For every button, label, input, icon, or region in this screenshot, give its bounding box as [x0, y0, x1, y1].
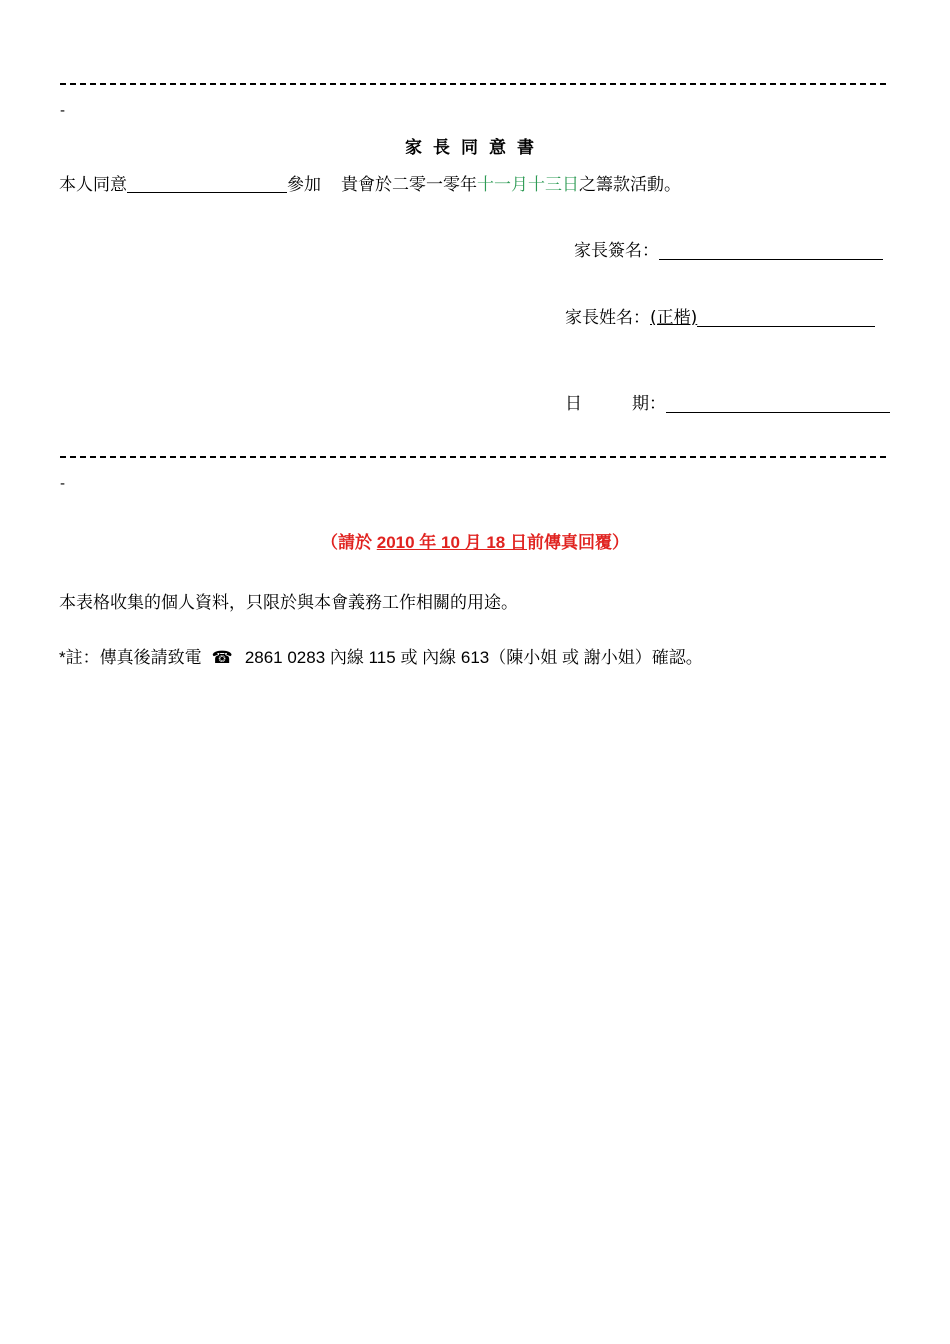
date-label-right: 期： [632, 394, 666, 414]
date-field[interactable] [666, 394, 890, 413]
consent-mid: 參加 [287, 175, 321, 195]
consent-event-text: 貴會於二零一零年 [341, 175, 477, 195]
parent-signature-row [574, 236, 883, 261]
consent-prefix: 本人同意 [59, 175, 127, 195]
footnote [59, 643, 703, 668]
notice-open-paren: （ [321, 533, 338, 552]
bottom-divider-tail: - [60, 476, 66, 492]
privacy-statement: 本表格收集的個人資料，只限於與本會義務工作相關的用途。 [59, 593, 518, 613]
date-label-left: 日 [565, 394, 582, 414]
date-row [565, 389, 890, 414]
parent-signature-field[interactable] [659, 241, 883, 260]
event-date-highlight: 十一月十三日 [477, 175, 579, 195]
parent-name-row [565, 303, 875, 328]
footnote-text: 2861 0283 內線 115 或 內線 613（陳小姐 或 謝小姐）確認。 [244, 648, 703, 667]
bottom-divider [60, 456, 886, 458]
parent-signature-label: 家長簽名： [574, 241, 659, 261]
telephone-icon: ☎ [211, 648, 233, 667]
notice-prefix: 請於 [338, 533, 377, 552]
notice-close-paren: ） [612, 533, 629, 552]
parent-name-hint: (正楷) [650, 308, 698, 328]
fax-deadline-notice [0, 528, 950, 553]
footnote-prefix: *註：傳真後請致電 [59, 648, 202, 667]
parent-name-field[interactable] [697, 308, 875, 327]
consent-sentence [59, 170, 681, 195]
parent-name-label: 家長姓名： [565, 308, 650, 328]
form-title: 家長同意書 [405, 138, 545, 158]
top-divider-tail: - [60, 103, 66, 119]
notice-deadline-date: 2010 年 10 月 18 日 [376, 533, 527, 552]
consent-suffix: 之籌款活動。 [579, 175, 681, 195]
notice-suffix: 前傳真回覆 [527, 533, 612, 552]
student-name-field[interactable] [127, 174, 287, 193]
top-divider [60, 83, 886, 85]
